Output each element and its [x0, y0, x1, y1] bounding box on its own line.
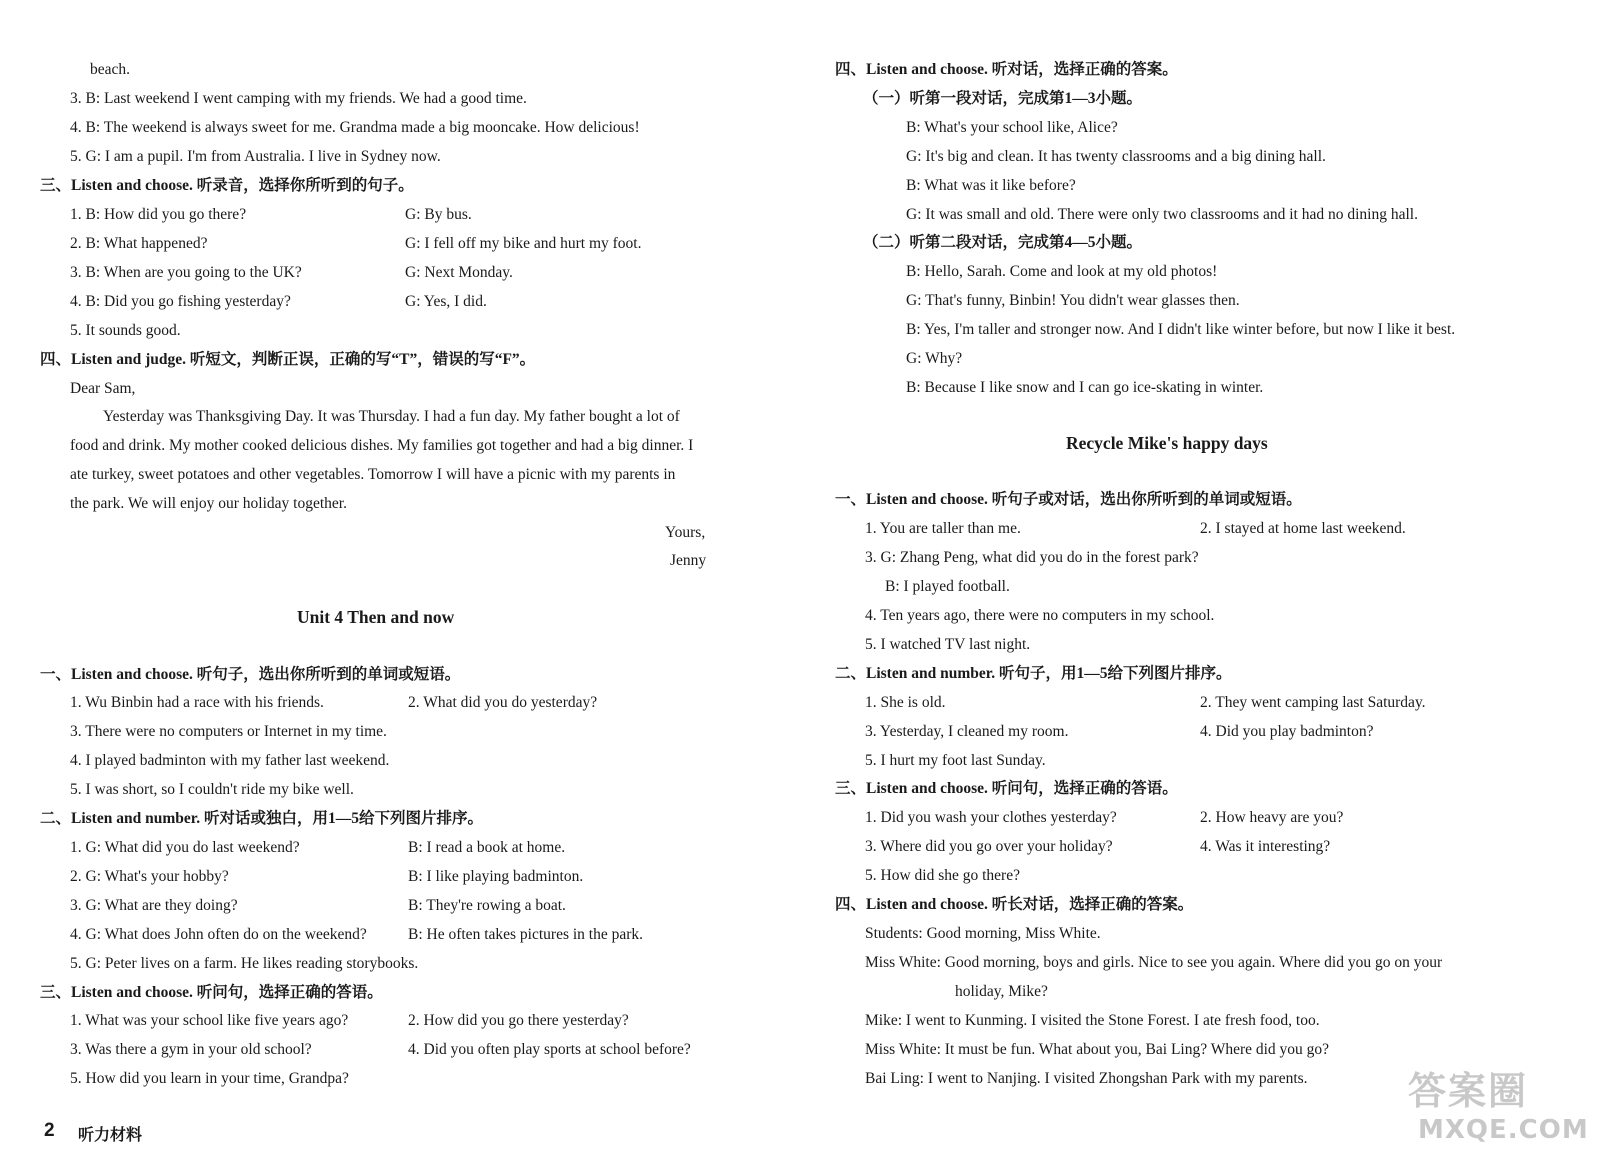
- list-item: 1. Wu Binbin had a race with his friends.: [70, 694, 324, 711]
- list-item: 3. There were no computers or Internet in my time.: [70, 723, 387, 740]
- list-item: 2. How did you go there yesterday?: [408, 1012, 629, 1029]
- dialogue-line: G: It's big and clean. It has twenty classrooms and a big dining hall.: [906, 148, 1326, 165]
- list-item: 3. Was there a gym in your old school?: [70, 1041, 312, 1058]
- list-item-answer: B: He often takes pictures in the park.: [408, 926, 644, 943]
- list-item: 3. Where did you go over your holiday?: [865, 838, 1113, 855]
- list-item: 5. How did you learn in your time, Grandpa?: [70, 1070, 349, 1087]
- list-item-answer: G: Next Monday.: [405, 264, 513, 281]
- dialogue-line: B: What's your school like, Alice?: [906, 119, 1118, 136]
- letter-line: Yesterday was Thanksgiving Day. It was Thursday. I had a fun day. My father bought a lot of: [103, 408, 680, 425]
- section-heading: 四、Listen and choose. 听对话，选择正确的答案。: [835, 61, 1178, 78]
- text-line: 5. G: I am a pupil. I'm from Australia. I live in Sydney now.: [70, 148, 441, 165]
- section-heading: 一、Listen and choose. 听句子，选出你所听到的单词或短语。: [40, 666, 461, 683]
- section-heading: 三、Listen and choose. 听录音，选择你所听到的句子。: [40, 177, 414, 194]
- list-item-answer: G: I fell off my bike and hurt my foot.: [405, 235, 642, 252]
- watermark-logo: 答案圈: [1408, 1069, 1529, 1113]
- list-item: 5. I watched TV last night.: [865, 636, 1031, 653]
- section-heading: 三、Listen and choose. 听问句，选择正确的答语。: [40, 984, 383, 1001]
- letter-signature: Jenny: [670, 552, 707, 569]
- letter-closing: Yours,: [665, 524, 706, 541]
- dialogue-line: B: Because I like snow and I can go ice-skating in winter.: [906, 379, 1264, 396]
- recycle-title: Recycle Mike's happy days: [1066, 433, 1268, 453]
- list-item: 1. G: What did you do last weekend?: [70, 839, 300, 856]
- section-heading: 四、Listen and choose. 听长对话，选择正确的答案。: [835, 896, 1194, 913]
- list-item: 4. B: Did you go fishing yesterday?: [70, 293, 291, 310]
- unit-title: Unit 4 Then and now: [297, 607, 455, 627]
- list-item: 2. G: What's your hobby?: [70, 868, 229, 885]
- list-item-answer: B: They're rowing a boat.: [408, 897, 566, 914]
- list-item: 2. I stayed at home last weekend.: [1200, 520, 1406, 537]
- list-item: 4. I played badminton with my father last weekend.: [70, 752, 390, 769]
- list-item: 1. She is old.: [865, 694, 946, 711]
- list-item: 2. How heavy are you?: [1200, 809, 1344, 826]
- list-item: 4. Ten years ago, there were no computers in my school.: [865, 607, 1215, 624]
- list-item: 4. Did you play badminton?: [1200, 723, 1374, 740]
- sub-heading: （一）听第一段对话，完成第1—3小题。: [863, 90, 1143, 107]
- list-item: 3. G: Zhang Peng, what did you do in the forest park?: [865, 549, 1199, 566]
- dialogue-line: G: It was small and old. There were only two classrooms and it had no dining hall.: [906, 206, 1418, 223]
- dialogue-line: G: Why?: [906, 350, 963, 367]
- list-item: 5. It sounds good.: [70, 322, 181, 339]
- dialogue-line: B: Yes, I'm taller and stronger now. And I didn't like winter before, but now I like it best.: [906, 321, 1456, 338]
- letter-greeting: Dear Sam,: [70, 380, 136, 397]
- list-item: 3. Yesterday, I cleaned my room.: [865, 723, 1069, 740]
- section-heading: 一、Listen and choose. 听句子或对话，选出你所听到的单词或短语。: [835, 491, 1302, 508]
- list-item: 2. They went camping last Saturday.: [1200, 694, 1426, 711]
- list-item: 4. G: What does John often do on the weekend?: [70, 926, 367, 943]
- dialogue-line: Students: Good morning, Miss White.: [865, 925, 1101, 942]
- list-item: 3. G: What are they doing?: [70, 897, 238, 914]
- list-item: 5. I hurt my foot last Sunday.: [865, 752, 1046, 769]
- list-item: 1. B: How did you go there?: [70, 206, 247, 223]
- list-item: 4. Did you often play sports at school before?: [408, 1041, 691, 1058]
- list-item: 5. I was short, so I couldn't ride my bike well.: [70, 781, 354, 798]
- page-number: 2: [44, 1120, 55, 1141]
- page-label: 听力材料: [78, 1125, 143, 1144]
- list-item: 4. Was it interesting?: [1200, 838, 1331, 855]
- dialogue-line: Mike: I went to Kunming. I visited the Stone Forest. I ate fresh food, too.: [865, 1012, 1320, 1029]
- watermark-url: MXQE.COM: [1418, 1115, 1589, 1145]
- dialogue-line: Miss White: It must be fun. What about you, Bai Ling? Where did you go?: [865, 1041, 1330, 1058]
- list-item: 2. What did you do yesterday?: [408, 694, 598, 711]
- list-item: B: I played football.: [885, 578, 1010, 595]
- list-item: 1. You are taller than me.: [865, 520, 1021, 537]
- list-item: 5. How did she go there?: [865, 867, 1020, 884]
- text-line: 4. B: The weekend is always sweet for me. Grandma made a big mooncake. How delicious!: [70, 119, 640, 136]
- dialogue-line: Bai Ling: I went to Nanjing. I visited Zhongshan Park with my parents.: [865, 1070, 1308, 1087]
- text-line: 3. B: Last weekend I went camping with my friends. We had a good time.: [70, 90, 527, 107]
- letter-line: food and drink. My mother cooked delicious dishes. My families got together and had a big dinner. I: [70, 437, 694, 454]
- sub-heading: （二）听第二段对话，完成第4—5小题。: [863, 234, 1143, 251]
- section-heading: 四、Listen and judge. 听短文，判断正误，正确的写“T”，错误的写“F”。: [40, 351, 536, 368]
- list-item: 3. B: When are you going to the UK?: [70, 264, 302, 281]
- list-item: 5. G: Peter lives on a farm. He likes reading storybooks.: [70, 955, 419, 972]
- dialogue-line: Miss White: Good morning, boys and girls. Nice to see you again. Where did you go on your: [865, 954, 1443, 971]
- text-line: beach.: [90, 61, 131, 78]
- letter-line: ate turkey, sweet potatoes and other vegetables. Tomorrow I will have a picnic with my parents in: [70, 466, 676, 483]
- section-heading: 三、Listen and choose. 听问句，选择正确的答语。: [835, 780, 1178, 797]
- section-heading: 二、Listen and number. 听对话或独白，用1—5给下列图片排序。: [40, 810, 483, 827]
- list-item-answer: G: By bus.: [405, 206, 472, 223]
- list-item-answer: B: I read a book at home.: [408, 839, 566, 856]
- list-item-answer: B: I like playing badminton.: [408, 868, 584, 885]
- dialogue-line: G: That's funny, Binbin! You didn't wear glasses then.: [906, 292, 1240, 309]
- dialogue-line: B: Hello, Sarah. Come and look at my old photos!: [906, 263, 1218, 280]
- list-item: 1. Did you wash your clothes yesterday?: [865, 809, 1117, 826]
- letter-line: the park. We will enjoy our holiday together.: [70, 495, 347, 512]
- list-item-answer: G: Yes, I did.: [405, 293, 487, 310]
- dialogue-line: holiday, Mike?: [955, 983, 1048, 1000]
- list-item: 2. B: What happened?: [70, 235, 208, 252]
- section-heading: 二、Listen and number. 听句子，用1—5给下列图片排序。: [835, 665, 1232, 682]
- list-item: 1. What was your school like five years ago?: [70, 1012, 349, 1029]
- dialogue-line: B: What was it like before?: [906, 177, 1076, 194]
